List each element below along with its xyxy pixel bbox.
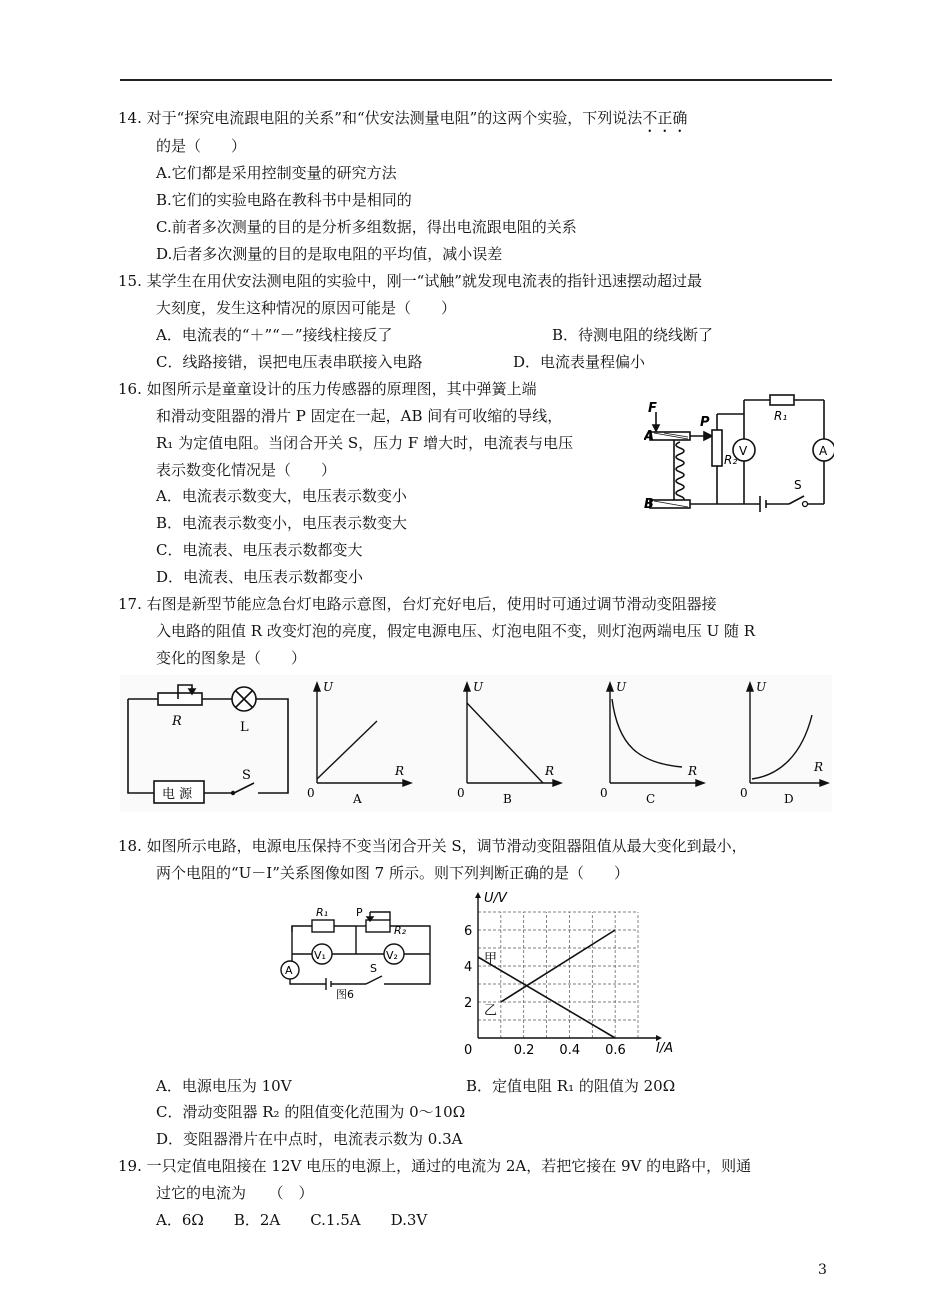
axis-r: R bbox=[688, 764, 698, 778]
q17-label-s: S bbox=[242, 768, 251, 783]
y-tick-label: 2 bbox=[464, 996, 473, 1011]
q17-stem-line2: 入电路的阻值 R 改变灯泡的亮度，假定电源电压、灯泡电阻不变，则灯泡两端电压 U 随 R bbox=[156, 622, 756, 640]
q17-figure-panel bbox=[120, 675, 832, 812]
origin: 0 bbox=[307, 786, 315, 800]
q18-option-b: B．定值电阻 R₁ 的阻值为 20Ω bbox=[466, 1077, 676, 1095]
q18-option-d: D．变阻器滑片在中点时，电流表示数为 0.3A bbox=[156, 1130, 463, 1148]
q17-label-r: R bbox=[172, 714, 182, 729]
q15-option-c: C．线路接错，误把电压表串联接入电路 bbox=[156, 353, 423, 371]
q16-stem-line2: 和滑动变阻器的滑片 P 固定在一起，AB 间有可收缩的导线， bbox=[156, 407, 563, 425]
origin-label: 0 bbox=[464, 1043, 473, 1058]
q16-label-f: F bbox=[648, 401, 657, 416]
axis-u: U bbox=[473, 680, 484, 694]
series-label-jia: 甲 bbox=[484, 951, 498, 967]
q18-circuit-figure bbox=[270, 904, 440, 1000]
axis-r: R bbox=[545, 764, 555, 778]
axis-u: U bbox=[616, 680, 627, 694]
x-axis-label: I/A bbox=[656, 1041, 674, 1056]
y-tick-label: 6 bbox=[464, 924, 473, 939]
q17-stem-line3: 变化的图象是（ ） bbox=[156, 649, 307, 667]
y-tick-label: 4 bbox=[464, 960, 473, 975]
page-number: 3 bbox=[818, 1262, 827, 1278]
q18-option-a: A．电源电压为 10V bbox=[156, 1077, 292, 1095]
q19-stem-line1: 19. 一只定值电阻接在 12V 电压的电源上，通过的电流为 2A，若把它接在 9V 的电路中，则通 bbox=[118, 1157, 752, 1175]
q14-option-a: A.它们都是采用控制变量的研究方法 bbox=[156, 164, 397, 182]
voltmeter-symbol: V bbox=[739, 444, 748, 458]
q14-stem-line2: 的是（ ） bbox=[156, 137, 247, 155]
q15-option-d: D．电流表量程偏小 bbox=[513, 353, 646, 371]
q16-label-r2: R₂ bbox=[724, 453, 738, 467]
q15-stem-line1: 15. 某学生在用伏安法测电阻的实验中，刚一“试触”就发现电流表的指针迅速摆动超过最 bbox=[118, 272, 702, 290]
q17-label-l: L bbox=[240, 720, 249, 735]
q15-stem-line2: 大刻度，发生这种情况的原因可能是（ ） bbox=[156, 299, 457, 317]
q16-option-d: D．电流表、电压表示数都变小 bbox=[156, 568, 364, 586]
q14-option-c: C.前者多次测量的目的是分析多组数据，得出电流跟电阻的关系 bbox=[156, 218, 577, 236]
q19-stem-line2: 过它的电流为 （ ） bbox=[156, 1184, 314, 1202]
graph-label: D bbox=[784, 792, 794, 806]
q17-graph-b bbox=[455, 675, 575, 812]
q19-options: A．6Ω B．2A C.1.5A D.3V bbox=[156, 1211, 428, 1229]
x-tick-label: 0.2 bbox=[513, 1043, 535, 1058]
q15-option-b: B．待测电阻的绕线断了 bbox=[552, 326, 714, 344]
figure-caption: 图6 bbox=[336, 988, 354, 1000]
origin: 0 bbox=[740, 786, 748, 800]
origin: 0 bbox=[457, 786, 465, 800]
q18-stem-line2: 两个电阻的“U－I”关系图像如图 7 所示。则下列判断正确的是（ ） bbox=[156, 864, 629, 882]
q16-label-a: A bbox=[644, 429, 655, 444]
y-axis-label: U/V bbox=[484, 892, 507, 906]
ammeter-symbol: A bbox=[819, 444, 828, 458]
q15-option-a: A．电流表的“＋”“－”接线柱接反了 bbox=[156, 326, 393, 344]
q17-graph-a bbox=[305, 675, 425, 812]
q17-lamp-circuit bbox=[120, 675, 300, 812]
q18-label-p: P bbox=[356, 906, 363, 919]
origin: 0 bbox=[600, 786, 608, 800]
graph-label: B bbox=[503, 792, 512, 806]
q17-graph-c bbox=[598, 675, 718, 812]
graph-label: C bbox=[646, 792, 656, 806]
q16-option-c: C．电流表、电压表示数都变大 bbox=[156, 541, 363, 559]
header-rule bbox=[120, 79, 832, 81]
q14-option-b: B.它们的实验电路在教科书中是相同的 bbox=[156, 191, 412, 209]
voltmeter-v2: V₂ bbox=[386, 949, 398, 962]
q18-label-r2: R₂ bbox=[394, 924, 407, 937]
x-tick-label: 0.4 bbox=[559, 1043, 581, 1058]
voltmeter-v1: V₁ bbox=[314, 949, 326, 962]
q16-label-s: S bbox=[794, 478, 802, 492]
q18-ui-chart bbox=[454, 892, 674, 1058]
q16-option-b: B．电流表示数变小，电压表示数变大 bbox=[156, 514, 408, 532]
axis-u: U bbox=[323, 680, 334, 694]
x-tick-label: 0.6 bbox=[605, 1043, 626, 1058]
series-label-yi: 乙 bbox=[484, 1003, 498, 1019]
q16-stem-line4: 表示数变化情况是（ ） bbox=[156, 461, 337, 479]
q14-stem-line1: 14. 对于“探究电流跟电阻的关系”和“伏安法测量电阻”的这两个实验，下列说法不正确 bbox=[118, 109, 688, 127]
chart-text bbox=[464, 892, 673, 1058]
q14-emphasis: 不正确 bbox=[642, 109, 688, 127]
q17-stem-line1: 17. 右图是新型节能应急台灯电路示意图，台灯充好电后，使用时可通过调节滑动变阻器接 bbox=[118, 595, 717, 613]
q17-graph-d bbox=[740, 675, 832, 812]
q18-label-r1: R₁ bbox=[316, 906, 329, 919]
q16-label-b: B bbox=[644, 497, 654, 512]
power-source-label: 电 源 bbox=[162, 787, 193, 802]
y-axis-arrow bbox=[475, 892, 481, 898]
ammeter-symbol: A bbox=[285, 964, 293, 977]
q18-stem-line1: 18. 如图所示电路，电源电压保持不变当闭合开关 S，调节滑动变阻器阻值从最大变化到最小， bbox=[118, 837, 747, 855]
q16-label-r1: R₁ bbox=[774, 409, 788, 423]
q16-stem-line3: R₁ 为定值电阻。当闭合开关 S，压力 F 增大时，电流表与电压 bbox=[156, 434, 574, 452]
q16-option-a: A．电流表示数变大，电压表示数变小 bbox=[156, 487, 407, 505]
axis-r: R bbox=[395, 764, 405, 778]
q14-option-d: D.后者多次测量的目的是取电阻的平均值，减小误差 bbox=[156, 245, 503, 263]
q18-option-c: C．滑动变阻器 R₂ 的阻值变化范围为 0～10Ω bbox=[156, 1103, 466, 1121]
axis-u: U bbox=[756, 680, 767, 694]
axis-r: R bbox=[814, 760, 824, 774]
q16-pressure-sensor-figure bbox=[644, 392, 834, 518]
q18-label-s: S bbox=[370, 962, 377, 975]
chart-axes bbox=[475, 892, 662, 1041]
q16-stem-line1: 16. 如图所示是童童设计的压力传感器的原理图，其中弹簧上端 bbox=[118, 380, 537, 398]
q16-label-p: P bbox=[700, 415, 710, 430]
graph-label: A bbox=[353, 792, 362, 806]
